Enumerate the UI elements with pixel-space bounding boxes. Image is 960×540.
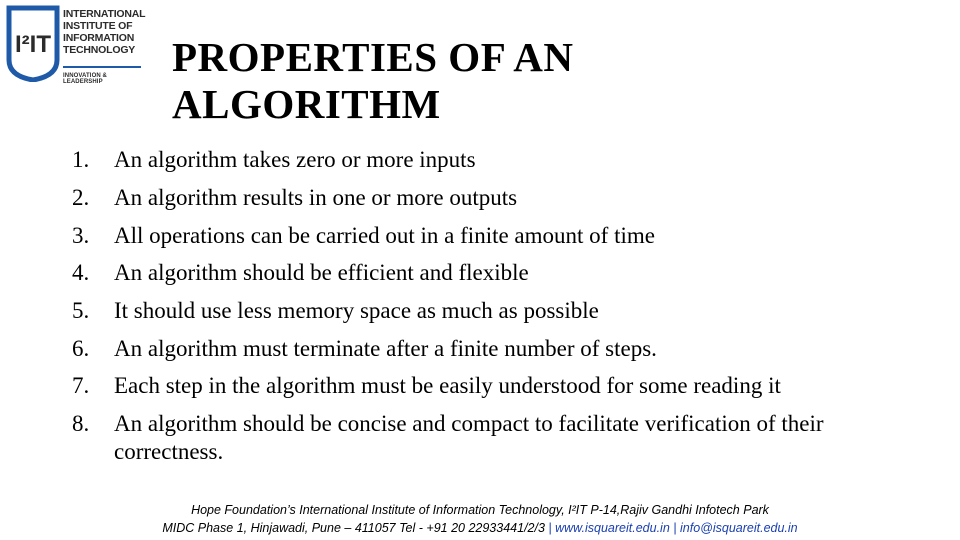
logo-mark-text: I²IT <box>15 31 51 58</box>
list-item-number: 2. <box>72 185 90 210</box>
list-item <box>72 146 892 174</box>
logo-line-4: TECHNOLOGY <box>63 44 136 56</box>
slide-title-line-2: ALGORITHM <box>172 81 441 127</box>
list-item-text: An algorithm should be efficient and flexible <box>114 260 529 285</box>
properties-list <box>72 146 892 466</box>
logo-tagline: INNOVATION & LEADERSHIP <box>63 73 107 85</box>
list-item-text: An algorithm takes zero or more inputs <box>114 147 476 172</box>
list-item <box>72 184 892 212</box>
logo-line-1: INTERNATIONAL <box>63 8 146 20</box>
list-item-text: An algorithm must terminate after a finite number of steps. <box>114 336 657 361</box>
website-link[interactable]: www.isquareit.edu.in <box>555 521 670 535</box>
logo-line-3: INFORMATION <box>63 32 135 44</box>
institute-logo <box>3 4 146 85</box>
list-item <box>72 259 892 287</box>
logo-tagline-wrap <box>63 70 143 85</box>
footer-address-text: MIDC Phase 1, Hinjawadi, Pune – 411057 Tel - +91 20 22933441/2/3 <box>162 521 549 535</box>
list-item <box>72 335 892 363</box>
footer-separator: | <box>673 521 677 535</box>
footer-address-line-1: Hope Foundation’s International Institute of Information Technology, I²IT P-14,Rajiv Gandhi Infotech Park <box>191 503 769 517</box>
list-item <box>72 410 892 466</box>
email-link[interactable]: info@isquareit.edu.in <box>680 521 798 535</box>
list-item-text: It should use less memory space as much as possible <box>114 298 599 323</box>
list-item-text: Each step in the algorithm must be easily understood for some reading it <box>114 373 781 398</box>
i2it-logo-mark <box>3 4 61 82</box>
logo-rule <box>63 66 141 68</box>
list-item-number: 4. <box>72 260 90 285</box>
footer <box>0 501 960 537</box>
logo-line-2: INSTITUTE OF <box>63 20 133 32</box>
slide-title <box>172 34 732 128</box>
list-item-number: 7. <box>72 373 90 398</box>
list-item <box>72 297 892 325</box>
list-item-text: An algorithm results in one or more outputs <box>114 185 518 210</box>
list-item <box>72 222 892 250</box>
list-item-number: 1. <box>72 147 90 172</box>
logo-wordmark <box>63 8 145 56</box>
list-item-text: All operations can be carried out in a finite amount of time <box>114 223 655 248</box>
list-item-number: 5. <box>72 298 90 323</box>
footer-separator: | <box>548 521 552 535</box>
list-item <box>72 372 892 400</box>
slide-title-line-1: PROPERTIES OF AN <box>172 34 574 80</box>
list-item-number: 6. <box>72 336 90 361</box>
list-item-number: 8. <box>72 411 90 436</box>
list-item-number: 3. <box>72 223 90 248</box>
list-item-text: An algorithm should be concise and compact to facilitate verification of their correctness. <box>114 411 824 464</box>
footer-address-line-2 <box>0 519 960 537</box>
